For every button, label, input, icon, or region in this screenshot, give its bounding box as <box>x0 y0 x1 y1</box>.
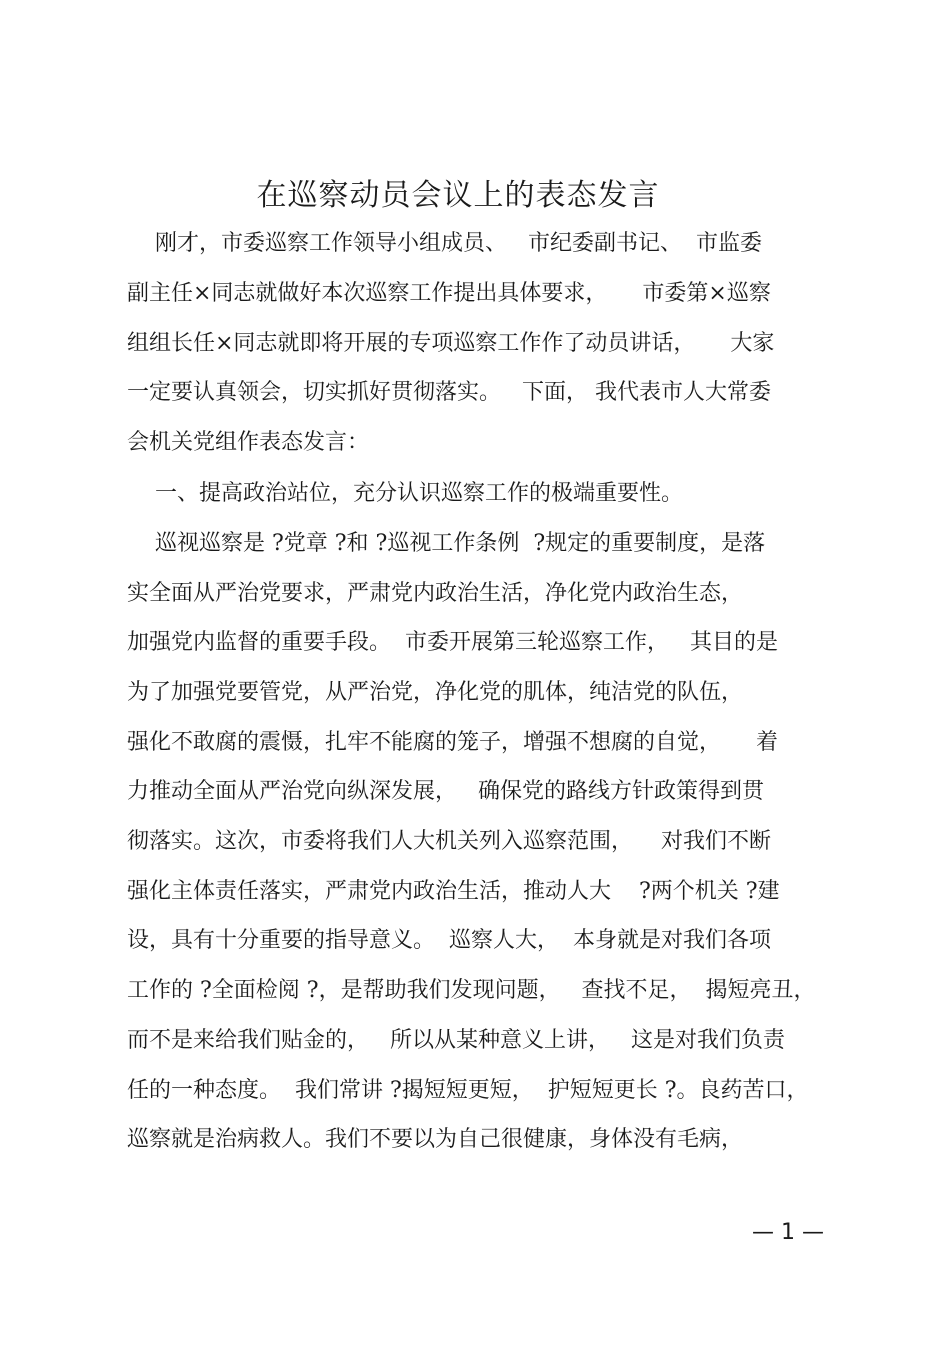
body-line: 巡察就是治病救人。我们不要以为自己很健康，身体没有毛病， <box>127 1127 744 1152</box>
body-line: 强化主体责任落实，严肃党内政治生活，推动人大 ?两个机关 ?建 <box>127 879 780 904</box>
body-line: 为了加强党要管党，从严治党，净化党的肌体，纯洁党的队伍， <box>127 680 744 705</box>
document-title: 在巡察动员会议上的表态发言 <box>256 178 660 213</box>
body-line: 组组长任×同志就即将开展的专项巡察工作作了动员讲话， 大家 <box>127 331 775 356</box>
section-heading: 一、提高政治站位，充分认识巡察工作的极端重要性。 <box>127 481 683 506</box>
body-line: 会机关党组作表态发言： <box>127 430 370 455</box>
body-line: 而不是来给我们贴金的， 所以从某种意义上讲， 这是对我们负责 <box>127 1028 785 1053</box>
body-line: 力推动全面从严治党向纵深发展， 确保党的路线方针政策得到贯 <box>127 779 764 804</box>
body-line: 巡视巡察是 ?党章 ?和 ?巡视工作条例 ?规定的重要制度，是落 <box>127 531 766 556</box>
body-line: 加强党内监督的重要手段。 市委开展第三轮巡察工作， 其目的是 <box>127 630 778 655</box>
body-line: 设，具有十分重要的指导意义。 巡察人大， 本身就是对我们各项 <box>127 928 771 953</box>
body-line: 一定要认真领会，切实抓好贯彻落实。 下面， 我代表市人大常委 <box>127 380 771 405</box>
page-number: — 1 — <box>752 1220 824 1245</box>
body-line: 任的一种态度。 我们常讲 ?揭短短更短， 护短短更长 ?。良药苦口， <box>127 1078 809 1103</box>
body-line: 工作的 ?全面检阅 ?，是帮助我们发现问题， 查找不足， 揭短亮丑， <box>127 978 816 1003</box>
body-line: 实全面从严治党要求，严肃党内政治生活，净化党内政治生态， <box>127 581 744 606</box>
body-line: 强化不敢腐的震慑，扎牢不能腐的笼子，增强不想腐的自觉， 着 <box>127 730 778 755</box>
body-line: 彻落实。这次，市委将我们人大机关列入巡察范围， 对我们不断 <box>127 829 771 854</box>
body-line: 副主任×同志就做好本次巡察工作提出具体要求， 市委第×巡察 <box>127 281 771 306</box>
body-line: 刚才，市委巡察工作领导小组成员、 市纪委副书记、 市监委 <box>127 231 762 256</box>
